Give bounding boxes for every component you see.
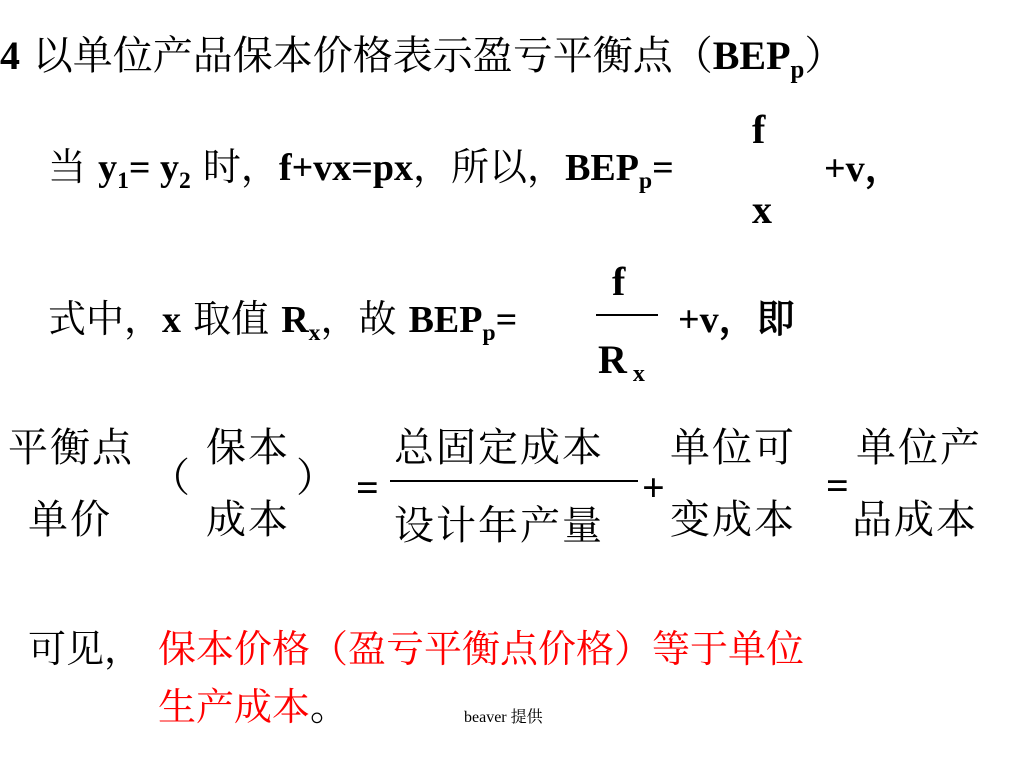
line1-eq: = y bbox=[128, 147, 180, 189]
line1-bep-sub: p bbox=[638, 168, 653, 195]
eq-var-bottom: 变成本 bbox=[670, 497, 796, 543]
eq-paren-open: （ bbox=[150, 455, 190, 501]
eq-plus: + bbox=[642, 465, 665, 510]
line2-frac-den-r: R bbox=[598, 337, 627, 382]
eq-paren-bottom: 成本 bbox=[206, 497, 290, 543]
conclusion-prefix: 可见， bbox=[28, 627, 143, 671]
title-number: 4 bbox=[0, 33, 20, 78]
line1-so: ，所以， bbox=[413, 145, 566, 189]
line1-mid: 时， bbox=[202, 145, 279, 189]
eq-lhs-line1: 平衡点 bbox=[8, 425, 134, 471]
line1-bep: BEP bbox=[565, 147, 639, 189]
eq-paren-close: ） bbox=[296, 455, 336, 501]
title-text: 以单位产品保本价格表示盈亏平衡点（ bbox=[32, 33, 713, 79]
eq-equals-2: = bbox=[826, 463, 849, 508]
line2-tail bbox=[678, 300, 795, 339]
line1-prefix: 当 bbox=[48, 145, 87, 189]
line2-frac-numerator: f bbox=[612, 259, 626, 304]
eq-var-top: 单位可 bbox=[670, 425, 796, 471]
eq-paren-top: 保本 bbox=[206, 425, 290, 471]
eq-lhs-line2: 单价 bbox=[28, 497, 112, 543]
line1-y2-sub: 2 bbox=[179, 168, 191, 195]
title-bep-sub: p bbox=[790, 56, 805, 84]
line1-frac-numerator: f bbox=[752, 107, 766, 152]
eq-fraction-bar bbox=[390, 480, 638, 482]
line1-frac-denominator: x bbox=[752, 187, 772, 232]
conclusion-highlight-line2: 生产成本 bbox=[158, 685, 311, 729]
line2-prefix: 式中， bbox=[48, 297, 163, 341]
line2-r: R bbox=[281, 299, 309, 341]
line2-equals: = bbox=[495, 299, 518, 341]
line2-frac-den-sub: x bbox=[632, 361, 645, 388]
title-bep: BEP bbox=[712, 33, 791, 78]
line1-y1-sub: 1 bbox=[117, 168, 129, 195]
conclusion-period: 。 bbox=[310, 685, 349, 729]
conclusion-highlight-line1: 保本价格（盈亏平衡点价格）等于单位 bbox=[158, 627, 805, 671]
footer-credit: beaver 提供 bbox=[464, 709, 543, 726]
eq-frac-denominator: 设计年产量 bbox=[394, 503, 604, 549]
line1-formula: f+vx=px bbox=[278, 147, 414, 189]
eq-rhs-bottom: 品成本 bbox=[852, 497, 978, 543]
line1-y1: y bbox=[98, 147, 118, 189]
line2-bep-sub: p bbox=[482, 320, 496, 347]
line2-mid: 取值 bbox=[193, 297, 270, 341]
line2-bep: BEP bbox=[408, 299, 483, 341]
line2-tail-text: +v，即 bbox=[678, 299, 795, 341]
eq-rhs-top: 单位产 bbox=[856, 425, 982, 471]
formula-line-2 bbox=[48, 297, 518, 347]
line1-equals: = bbox=[652, 147, 674, 189]
line2-fraction-bar bbox=[596, 314, 658, 316]
conclusion-line2 bbox=[158, 685, 349, 729]
line2-x: x bbox=[162, 299, 182, 341]
line2-frac-denominator bbox=[598, 337, 645, 388]
slide-title bbox=[0, 33, 845, 84]
eq-equals-1: = bbox=[356, 465, 379, 510]
title-close: ） bbox=[804, 33, 845, 79]
line1-tail: +v， bbox=[824, 148, 903, 190]
eq-frac-numerator: 总固定成本 bbox=[394, 425, 604, 471]
formula-line-1 bbox=[48, 145, 674, 195]
line2-r-sub: x bbox=[308, 320, 321, 347]
line2-gu: ，故 bbox=[320, 297, 397, 341]
